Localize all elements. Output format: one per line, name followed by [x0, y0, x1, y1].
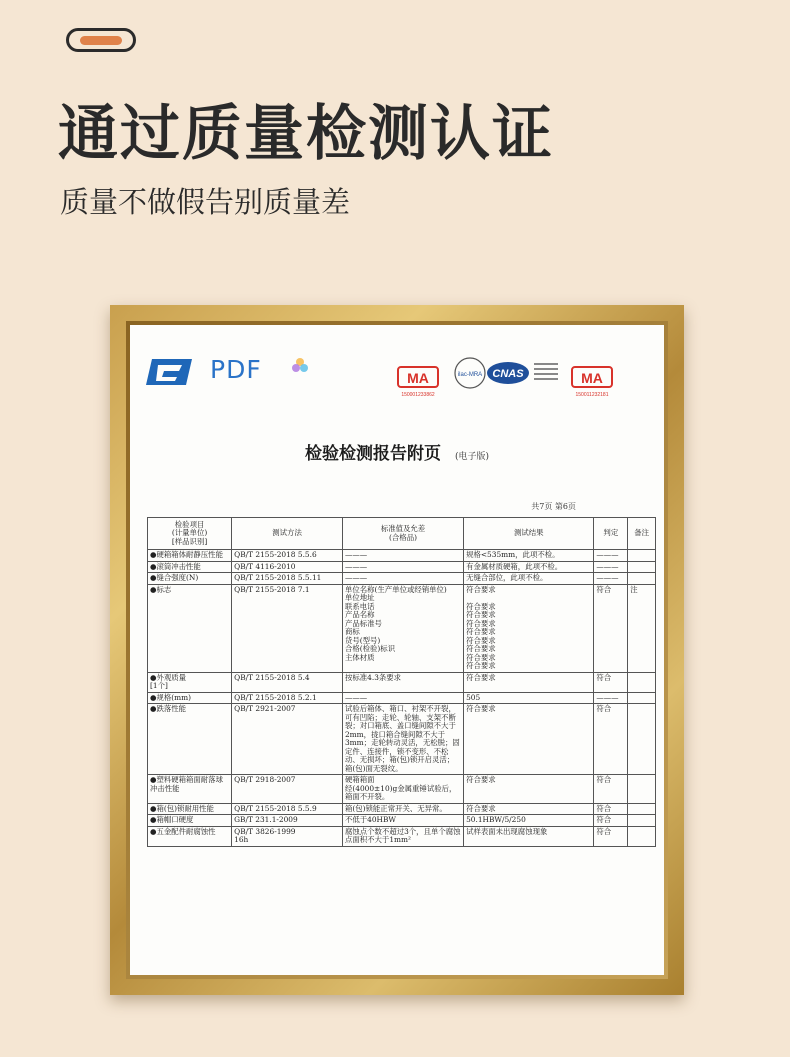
cell-note — [628, 704, 656, 775]
cell-result: 规格<535mm，此项不检。 — [464, 550, 594, 562]
cell-verdict: ——— — [594, 561, 628, 573]
ma-code-right: 150011232181 — [575, 392, 609, 398]
cell-item: ●外观质量 [1个] — [148, 672, 232, 692]
cell-result: 有金属材质硬箱，此项不检。 — [464, 561, 594, 573]
cell-standard: 试验后箱体、箱口、衬架不开裂，可有凹陷；走轮、轮轴、支架不断裂；对口箱底、盖口缝间隙不大于2mm，拢口箱合缝间隙不大于3mm；走轮转动灵活，无松脱；固定件、连接件，锁不变形、不松动、无损坏；箱(包)锁开启灵活；箱(包)面无裂纹。 — [342, 704, 463, 775]
header-note: 备注 — [628, 518, 656, 550]
cell-item: ●箱(包)锁耐用性能 — [148, 803, 232, 815]
cell-method: QB/T 2155-2018 5.5.6 — [232, 550, 343, 562]
cell-method: QB/T 4116-2010 — [232, 561, 343, 573]
ma-label-right: MA — [581, 370, 603, 386]
report-table — [147, 517, 656, 847]
blue-logo-icon — [146, 357, 194, 387]
cell-result: 符合要求 符合要求 符合要求 符合要求 符合要求 符合要求 符合要求 符合要求 符合要求 — [464, 584, 594, 672]
cell-item: ●标志 — [148, 584, 232, 672]
table-row — [148, 803, 656, 815]
cell-item: ●跌落性能 — [148, 704, 232, 775]
table-row — [148, 775, 656, 804]
cell-verdict: ——— — [594, 573, 628, 585]
cell-note — [628, 775, 656, 804]
cell-verdict: 符合 — [594, 826, 628, 846]
cell-note — [628, 573, 656, 585]
cell-note — [628, 672, 656, 692]
report-edition: (电子版) — [454, 452, 490, 462]
page-info: 共7页 第6页 — [531, 502, 576, 511]
page-title: 通过质量检测认证 — [58, 99, 554, 169]
cell-note — [628, 815, 656, 827]
cell-method: QB/T 2921-2007 — [232, 704, 343, 775]
cell-note — [628, 561, 656, 573]
logo-row — [130, 325, 664, 405]
cell-standard: 不低于40HBW — [342, 815, 463, 827]
cell-standard: 硬箱箱面 经(4000±10)g金属重锤试验后，箱面不开裂。 — [342, 775, 463, 804]
cell-result: 50.1HBW/5/250 — [464, 815, 594, 827]
cell-standard: 腐蚀点个数不超过3个，且单个腐蚀点面积不大于1mm² — [342, 826, 463, 846]
cell-standard: ——— — [342, 573, 463, 585]
cell-note — [628, 692, 656, 704]
cell-method: GB/T 231.1-2009 — [232, 815, 343, 827]
table-row — [148, 815, 656, 827]
cell-result: 符合要求 — [464, 672, 594, 692]
table-row — [148, 826, 656, 846]
cell-method: QB/T 2155-2018 5.2.1 — [232, 692, 343, 704]
cell-item: ●硬箱箱体耐静压性能 — [148, 550, 232, 562]
table-row — [148, 550, 656, 562]
report-title-text: 检验检测报告附页 — [304, 444, 441, 464]
ma-stamp-left-icon — [396, 363, 440, 399]
ma-label-left: MA — [407, 370, 429, 386]
header-item: 检验项目 (计量单位) [样品识别] — [148, 518, 232, 550]
cell-verdict: ——— — [594, 692, 628, 704]
cell-verdict: 符合 — [594, 704, 628, 775]
cell-note — [628, 550, 656, 562]
cell-result: 符合要求 — [464, 803, 594, 815]
pdf-label: PDF — [210, 355, 262, 384]
cell-verdict: 符合 — [594, 672, 628, 692]
table-row — [148, 704, 656, 775]
cell-item: ●缝合强度(N) — [148, 573, 232, 585]
cell-standard: 单位名称(生产单位或经销单位) 单位地址 联系电话 产品名称 产品标准号 商标 货号(型号) 合格(检验)标识 主体材质 — [342, 584, 463, 672]
ma-code-left: 150001233862 — [401, 392, 435, 398]
certificate-frame — [110, 305, 684, 995]
table-row — [148, 573, 656, 585]
table-row — [148, 561, 656, 573]
cnas-label: CNAS — [492, 368, 524, 380]
cell-item: ●五金配件耐腐蚀性 — [148, 826, 232, 846]
flower-icon — [291, 357, 309, 375]
page-subtitle: 质量不做假告别质量差 — [60, 185, 351, 219]
header-verdict: 判定 — [594, 518, 628, 550]
ma-stamp-right-icon — [570, 363, 614, 399]
cell-method: QB/T 2155-2018 5.5.9 — [232, 803, 343, 815]
cell-method: QB/T 2155-2018 7.1 — [232, 584, 343, 672]
cell-method: QB/T 2155-2018 5.4 — [232, 672, 343, 692]
cell-verdict: 符合 — [594, 775, 628, 804]
cell-note — [628, 803, 656, 815]
cell-standard: 按标准4.3条要求 — [342, 672, 463, 692]
cell-standard: ——— — [342, 550, 463, 562]
cell-result: 符合要求 — [464, 775, 594, 804]
cell-item: ●滚筒冲击性能 — [148, 561, 232, 573]
table-row — [148, 584, 656, 672]
report-title — [130, 439, 664, 464]
cell-item: ●规格(mm) — [148, 692, 232, 704]
cell-method: QB/T 2918-2007 — [232, 775, 343, 804]
cell-result: 505 — [464, 692, 594, 704]
cell-item: ●箱帽口硬度 — [148, 815, 232, 827]
cell-result: 试样表面未出现腐蚀现象 — [464, 826, 594, 846]
cell-note — [628, 826, 656, 846]
cell-note: 注 — [628, 584, 656, 672]
cell-verdict: 符合 — [594, 584, 628, 672]
cell-standard: ——— — [342, 561, 463, 573]
header-standard: 标准值及允差 (合格品) — [342, 518, 463, 550]
cell-method: QB/T 3826-1999 16h — [232, 826, 343, 846]
header-method: 测试方法 — [232, 518, 343, 550]
certificate-paper — [130, 325, 664, 975]
table-row — [148, 672, 656, 692]
pill-accent — [80, 36, 122, 45]
cell-verdict: ——— — [594, 550, 628, 562]
cell-item: ●塑料硬箱箱面耐落球冲击性能 — [148, 775, 232, 804]
table-header-row — [148, 518, 656, 550]
cell-result: 无缝合部位，此项不检。 — [464, 573, 594, 585]
cell-standard: 箱(包)锁能正常开关、无异常。 — [342, 803, 463, 815]
cell-result: 符合要求 — [464, 704, 594, 775]
cell-verdict: 符合 — [594, 815, 628, 827]
cnas-logo-icon — [454, 355, 560, 397]
header-result: 测试结果 — [464, 518, 594, 550]
decorative-pill — [66, 28, 136, 52]
cell-standard: ——— — [342, 692, 463, 704]
table-row — [148, 692, 656, 704]
cell-method: QB/T 2155-2018 5.5.11 — [232, 573, 343, 585]
frame-inner — [126, 321, 668, 979]
cell-verdict: 符合 — [594, 803, 628, 815]
ilac-label: ilac-MRA — [457, 372, 483, 378]
